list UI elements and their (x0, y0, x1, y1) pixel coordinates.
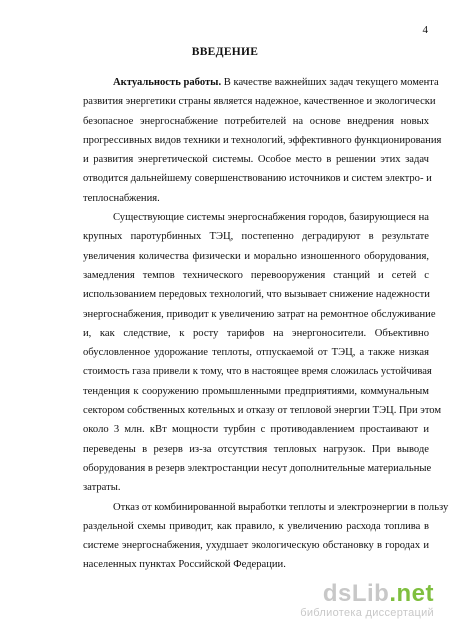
page-heading: ВВЕДЕНИЕ (191, 46, 259, 58)
paragraph-3-line: Отказ от комбинированной выработки теплоты и электроэнергии в пользу (113, 501, 449, 513)
paragraph-1-line (83, 73, 439, 92)
paragraph-1-line: и развития энергетической системы. Особое место в решении этих задач (83, 154, 429, 166)
paragraph-2-line: около 3 млн. кВт мощности турбин с противодавлением простаивают и (83, 424, 429, 436)
watermark-subtitle: библиотека диссертаций (300, 607, 434, 619)
paragraph-3-line: системе энергоснабжения, ухудшает экологическую обстановку в городах и (83, 540, 429, 552)
paragraph-2-line: сектором собственных котельных и отказу от тепловой энергии ТЭЦ. При этом (83, 405, 442, 417)
watermark-logo (323, 580, 434, 608)
paragraph-2-line: и, как следствие, к росту тарифов на энергоносители. Объективно (83, 327, 429, 339)
paragraph-2-line: оборудования в резерв электростанции несут дополнительные материальные (83, 462, 432, 474)
paragraph-2-line: крупных паротурбинных ТЭЦ, постепенно деградируют в результате (83, 231, 429, 243)
paragraph-2-line: замедления темпов технического перевооружения станций и сетей с (83, 269, 429, 281)
paragraph-1-line: прогрессивных видов техники и технологий, эффективного функционирования (83, 134, 442, 146)
body-text (83, 73, 449, 575)
paragraph-1-line: безопасное энергоснабжение потребителей на основе внедрения новых (83, 115, 429, 127)
paragraph-1-line: теплоснабжения. (83, 192, 160, 204)
watermark-logo-main: dsLib (322, 580, 390, 607)
paragraph-2-line: стоимость газа привели к тому, что в настоящее время сложилась устойчивая (83, 366, 432, 378)
paragraph-2-line: переведены в резерв из-за отсутствия тепловых нагрузок. При выводе (83, 443, 429, 455)
paragraph-2-line: энергоснабжения, приводит к увеличению затрат на ремонтное обслуживание (83, 308, 436, 320)
paragraph-2-line: увеличения количества физически и морально изношенного оборудования, (83, 250, 429, 262)
paragraph-2-line: обусловленное удорожание теплоты, отпускаемой от ТЭЦ, а также низкая (83, 347, 429, 359)
paragraph-1-lead: Актуальность работы. (113, 77, 222, 88)
paragraph-2-line: использованием передовых технологий, что вызывает снижение надежности (83, 289, 430, 301)
paragraph-1-line1-rest: В качестве важнейших задач текущего момента (223, 77, 439, 88)
paragraph-1-line: развития энергетики страны является надежное, качественное и экологически (83, 96, 436, 108)
watermark-logo-accent: .net (389, 580, 434, 607)
paragraph-3-line: раздельной схемы приводит, как правило, к увеличению расхода топлива в (83, 520, 429, 532)
watermark (246, 580, 436, 624)
page-number: 4 (422, 24, 428, 36)
paragraph-2-line: Существующие системы энергоснабжения городов, базирующиеся на (113, 212, 429, 224)
paragraph-1-line: отводится дальнейшему совершенствованию источников и систем электро- и (83, 173, 432, 185)
paragraph-3-line: населенных пунктах Российской Федерации. (83, 559, 286, 571)
paragraph-2-line: затраты. (83, 482, 121, 494)
paragraph-2-line: тенденция к сооружению промышленными предприятиями, коммунальным (83, 385, 429, 397)
